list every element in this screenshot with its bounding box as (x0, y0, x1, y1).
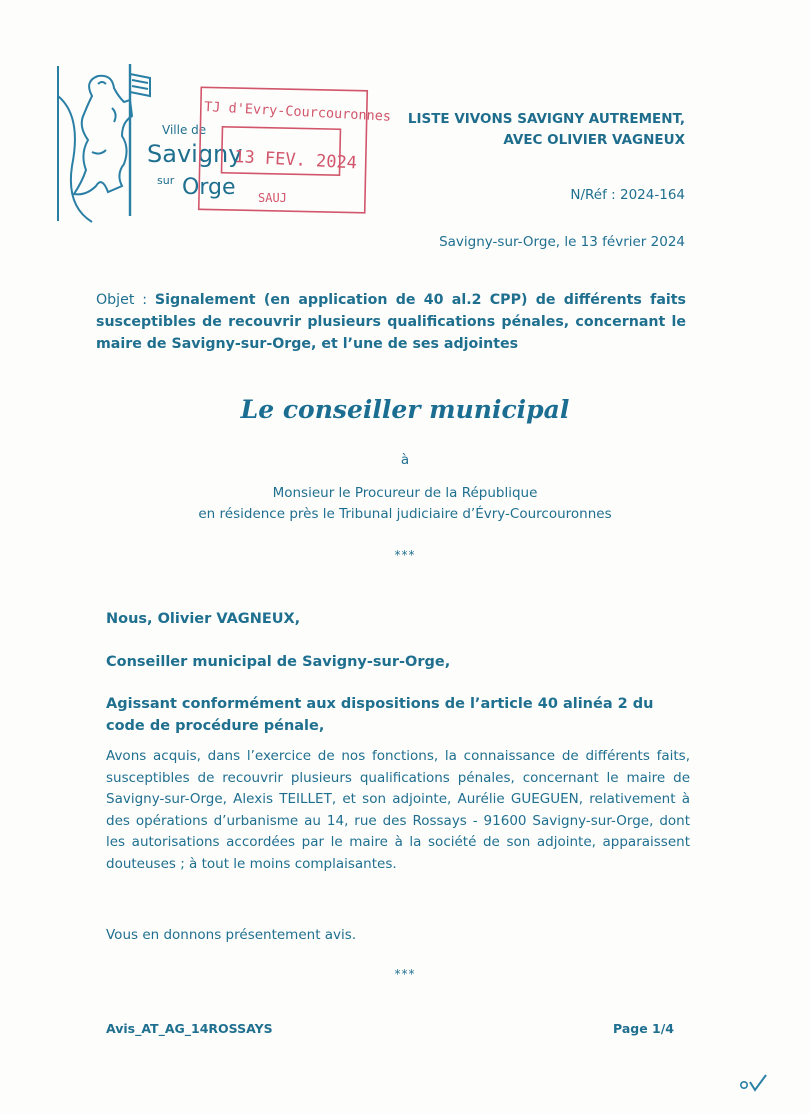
footer-reference: Avis_AT_AG_14ROSSAYS (106, 1021, 273, 1036)
stamp-service: SAUJ (258, 191, 287, 205)
body-avis: Vous en donnons présentement avis. (106, 927, 357, 943)
recipient-line1: Monsieur le Procureur de la République (272, 485, 538, 501)
stamp-court: TJ d'Evry-Courcouronnes (203, 99, 392, 125)
logo-small-text: Ville de (162, 123, 207, 137)
logo-sur: sur (157, 174, 175, 187)
subject (96, 289, 686, 355)
recipient-line2: en résidence près le Tribunal judiciaire d’Évry-Courcouronnes (198, 506, 612, 522)
document-title: Le conseiller municipal (240, 395, 570, 424)
subject-label: Objet : (96, 292, 155, 308)
checkmark-icon (738, 1072, 768, 1094)
body-avons: Avons acquis, dans l’exercice de nos fonctions, la connaissance de différents faits, susceptibles de recouvrir plusieurs qualifications pénales, concernant le maire de Savigny-sur-Orge, Alexis TEILLET, et son adjointe, Aurélie GUEGUEN, relativement à des opérations d’urbanisme au 14, rue des Rossays - 91600 Savigny-sur-Orge, dont les autorisations accordées par le maire à la société de son adjointe, apparaissent douteuses ; à tout le moins complaisantes. (106, 748, 690, 872)
logo-river: Orge (182, 175, 236, 200)
recipient (0, 483, 810, 525)
court-received-stamp (192, 86, 392, 216)
body-conseiller: Conseiller municipal de Savigny-sur-Orge, (106, 654, 451, 670)
separator-bottom: *** (394, 967, 416, 981)
reference: N/Réf : 2024-164 (570, 187, 685, 203)
logo-town-name: Savigny (147, 140, 243, 168)
body-nous: Nous, Olivier VAGNEUX, (106, 611, 301, 627)
separator: *** (394, 548, 416, 562)
stamp-date: 13 FEV. 2024 (233, 147, 358, 174)
to-word: à (400, 452, 410, 468)
list-name-line1: LISTE VIVONS SAVIGNY AUTREMENT, (407, 111, 685, 127)
place-date: Savigny-sur-Orge, le 13 février 2024 (439, 234, 685, 250)
list-name (408, 109, 685, 151)
subject-text: Signalement (en application de 40 al.2 CPP) de différents faits susceptibles de recouvrir plusieurs qualifications pénales, concernant le maire de Savigny-sur-Orge, et l’une de ses adjointes (96, 292, 686, 352)
list-name-line2: AVEC OLIVIER VAGNEUX (503, 132, 685, 148)
body-agissant: Agissant conformément aux dispositions de l’article 40 alinéa 2 du code de procédure pénale, (106, 696, 654, 734)
page-number: Page 1/4 (613, 1021, 674, 1036)
